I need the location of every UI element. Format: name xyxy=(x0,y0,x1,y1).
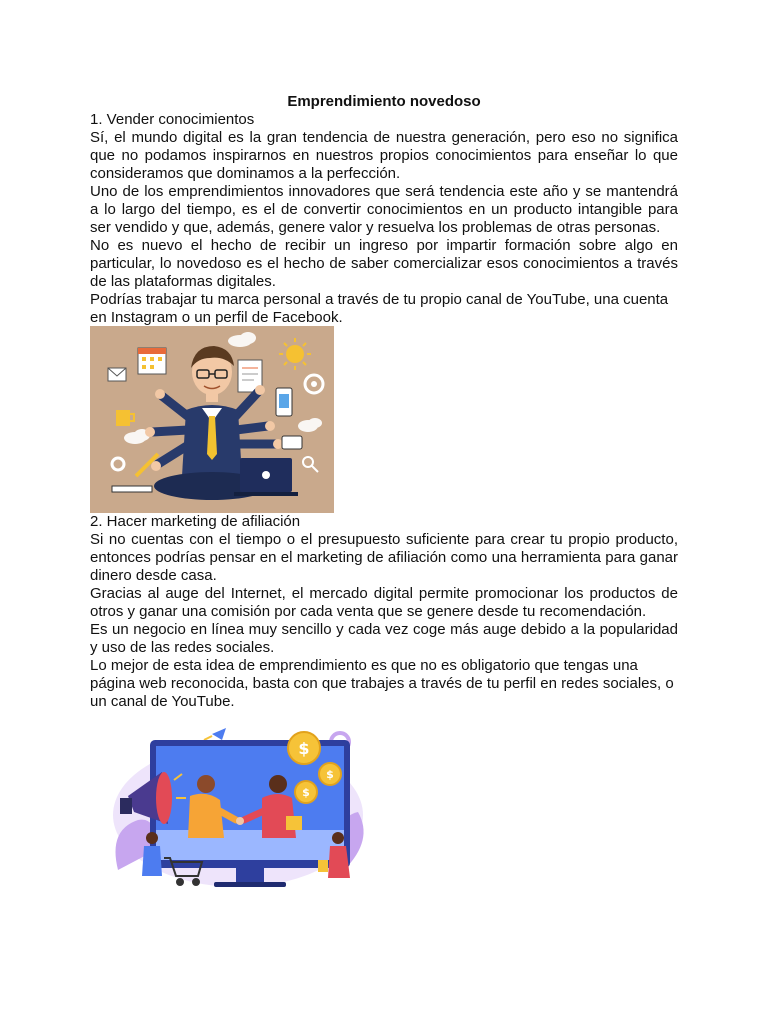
shopping-bag-icon xyxy=(318,860,328,872)
paragraph: Gracias al auge del Internet, el mercado digital permite promocionar los productos de otros y ganar una comisión por cada venta que se genere desde tu recomendación. xyxy=(90,585,678,620)
paragraph: Es un negocio en línea muy sencillo y cada vez coge más auge debido a la popularidad y uso de las redes sociales. xyxy=(90,621,678,656)
paragraph: No es nuevo el hecho de recibir un ingreso por impartir formación sobre algo en particular, lo novedoso es el hecho de saber comercializar esos conocimientos a través de las plataformas digitales. xyxy=(90,237,678,290)
envelope-icon xyxy=(108,368,126,381)
coin-icon xyxy=(288,732,320,764)
section-marketing-afiliacion xyxy=(90,513,678,711)
section-heading: 1. Vender conocimientos xyxy=(90,111,255,128)
book-icon xyxy=(112,486,152,492)
laptop-icon xyxy=(234,458,298,496)
coin-icon xyxy=(319,763,341,785)
affiliate-marketing-illustration xyxy=(108,720,374,898)
shopping-bag-icon xyxy=(286,816,302,830)
paragraph: Podrías trabajar tu marca personal a través de tu propio canal de YouTube, una cuenta en Instagram o un perfil de Facebook. xyxy=(90,291,669,326)
coin-icon xyxy=(295,781,317,803)
handshake-icon xyxy=(236,817,244,825)
svg-text:$: $ xyxy=(298,739,310,758)
credit-card-icon xyxy=(282,436,302,449)
paragraph: Si no cuentas con el tiempo o el presupuesto suficiente para crear tu propio producto, entonces podrías pensar en el marketing de afiliación como una herramienta para ganar dinero desde casa. xyxy=(90,531,678,584)
paragraph: Uno de los emprendimientos innovadores que será tendencia este año y se mantendrá a lo largo del tiempo, es el de convertir conocimientos en un producto intangible para ser vendido y que, además, genere valor y resuelva los problemas de otras personas. xyxy=(90,183,678,236)
svg-text:$: $ xyxy=(326,768,334,781)
businessman-multitasking-illustration xyxy=(90,326,334,513)
section-heading: 2. Hacer marketing de afiliación xyxy=(90,513,301,530)
calendar-icon xyxy=(138,348,166,374)
document-title: Emprendimiento novedoso xyxy=(287,93,481,110)
svg-text:$: $ xyxy=(302,786,310,799)
phone-icon xyxy=(276,388,292,416)
section-vender-conocimientos xyxy=(90,111,678,327)
paragraph: Lo mejor de esta idea de emprendimiento es que no es obligatorio que tengas una página web reconocida, basta con que trabajes a través de tu perfil en redes sociales, o un canal de YouTube. xyxy=(90,657,674,710)
paragraph: Sí, el mundo digital es la gran tendencia de nuestra generación, pero eso no significa que no podamos inspirarnos en nuestros propios conocimientos para enseñar lo que consideramos que dominamos a la perfección. xyxy=(90,129,678,182)
